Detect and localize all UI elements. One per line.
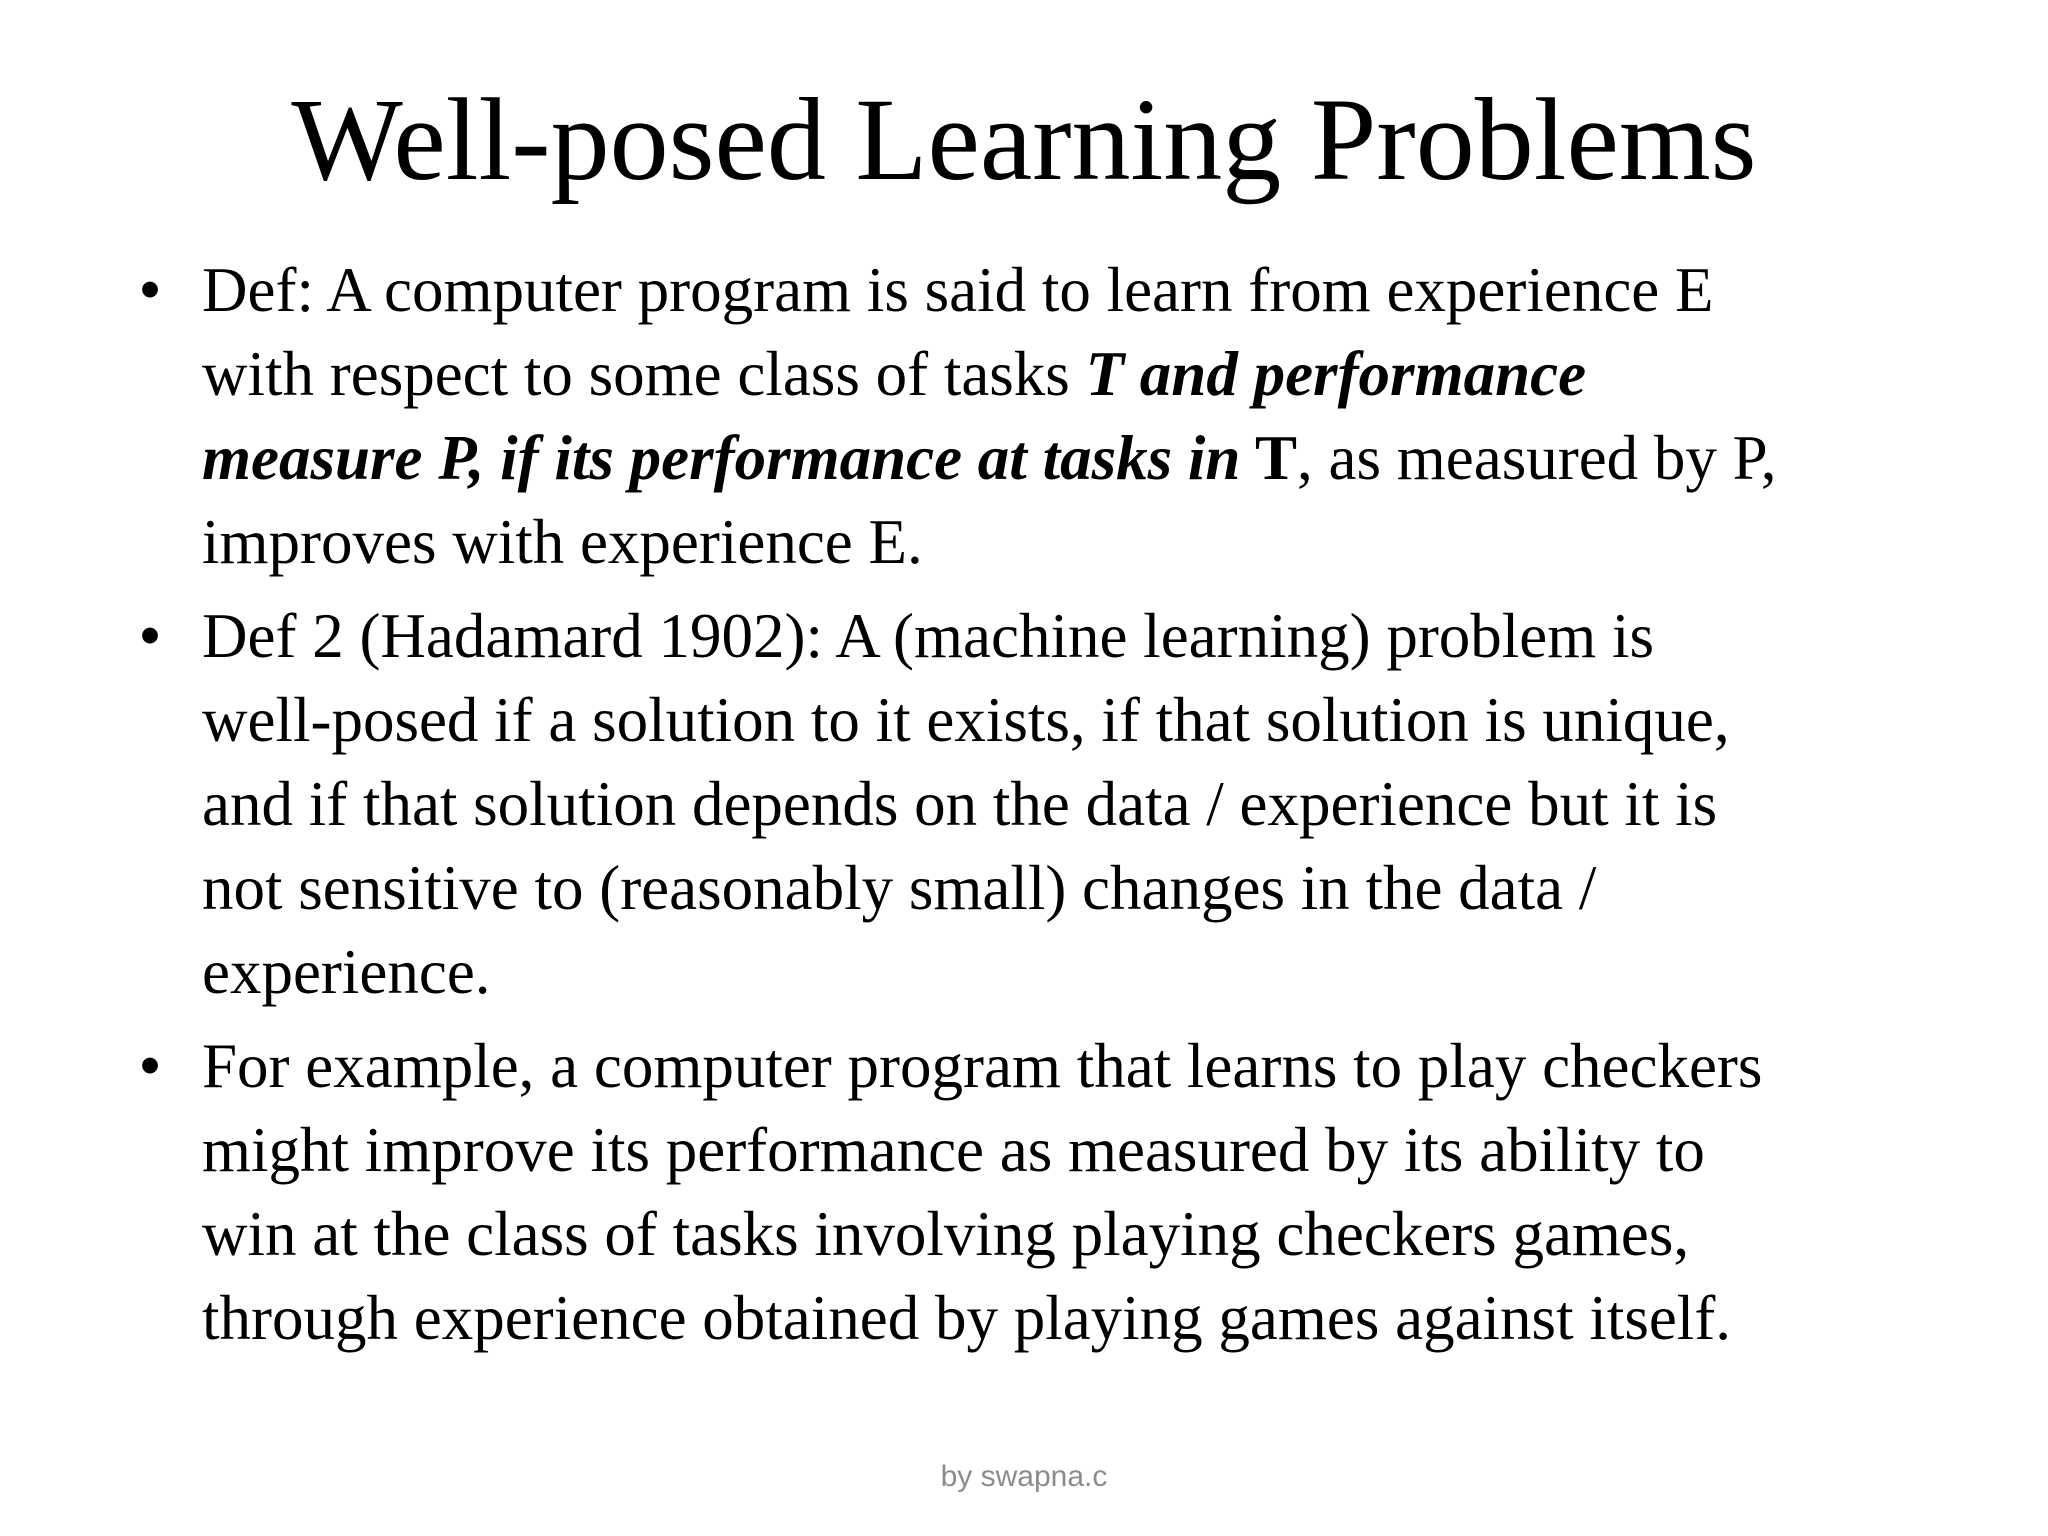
- text-line: [202, 332, 2000, 416]
- text-run: improves with experience E.: [202, 507, 923, 577]
- bullet-item-def2: [120, 594, 2000, 1014]
- text-run: , as measured by P,: [1297, 423, 1777, 493]
- text-line: Def 2 (Hadamard 1902): A (machine learning) problem is: [202, 601, 1655, 671]
- text-run: with respect to some class of tasks: [202, 339, 1086, 409]
- text-line: might improve its performance as measured by its ability to: [202, 1115, 1705, 1185]
- text-line: win at the class of tasks involving playing checkers games,: [202, 1199, 1690, 1269]
- text-run: Def: A computer program is said to learn from experience E: [202, 255, 1714, 325]
- bullet-list: [120, 248, 2000, 1360]
- emphasis-text: T and performance: [1085, 339, 1587, 409]
- text-line: well-posed if a solution to it exists, if that solution is unique,: [202, 685, 1730, 755]
- bullet-marker: •: [139, 257, 161, 322]
- slide-title: Well-posed Learning Problems: [291, 74, 1757, 205]
- footer-credit: by swapna.c: [940, 1460, 1108, 1493]
- bold-text: T: [1240, 423, 1298, 493]
- emphasis-text: measure P, if its performance at tasks in: [202, 423, 1241, 493]
- text-line: For example, a computer program that learns to play checkers: [202, 1031, 1763, 1101]
- bullet-marker: •: [139, 1033, 161, 1098]
- bullet-item-example: [120, 1024, 2000, 1360]
- text-line: [202, 416, 2000, 500]
- text-line: and if that solution depends on the data / experience but it is: [202, 769, 1718, 839]
- text-line: experience.: [202, 937, 491, 1007]
- text-line: not sensitive to (reasonably small) changes in the data /: [202, 853, 1597, 923]
- bullet-marker: •: [139, 603, 161, 668]
- text-line: [202, 248, 2000, 332]
- bullet-item-def1: [120, 248, 2000, 584]
- text-line: [202, 500, 2000, 584]
- text-line: through experience obtained by playing games against itself.: [202, 1283, 1732, 1353]
